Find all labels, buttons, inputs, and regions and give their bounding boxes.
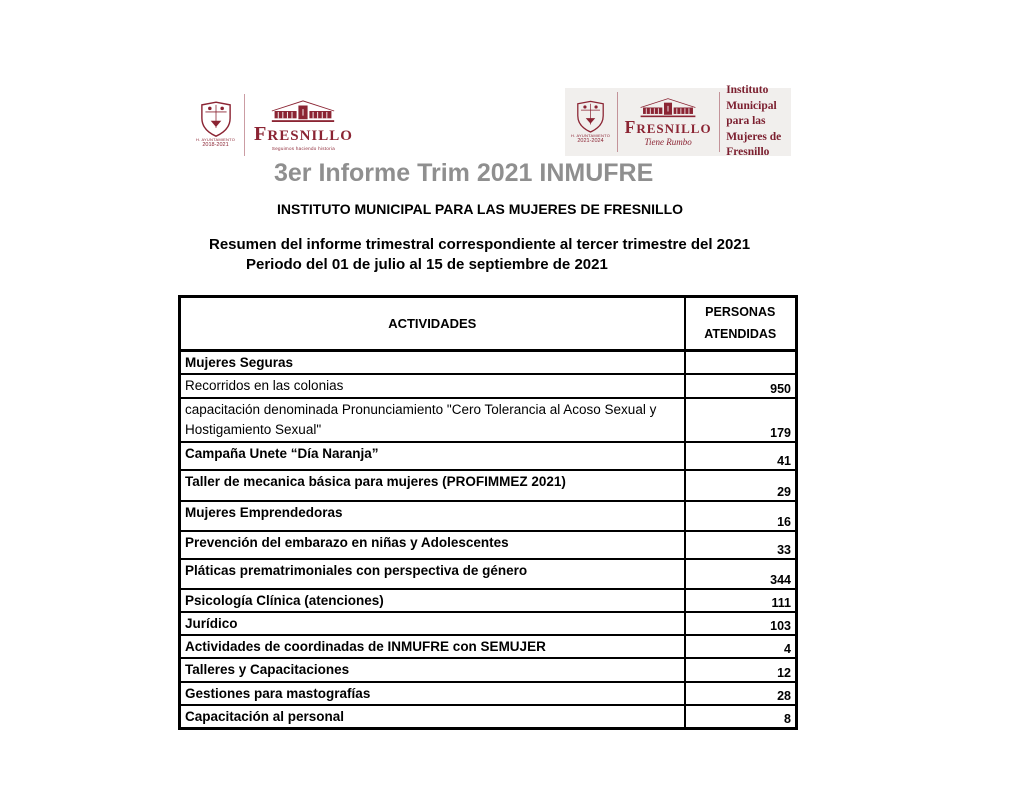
logo-divider (244, 94, 245, 156)
activity-cell: Jurídico (180, 612, 685, 635)
logo-divider (719, 92, 720, 152)
inmufre-logo-panel (565, 84, 791, 159)
crest-left (196, 101, 235, 149)
activities-table-header (180, 297, 797, 351)
value-cell: 344 (685, 559, 797, 589)
value-cell: 103 (685, 612, 797, 635)
value-cell: 950 (685, 374, 797, 397)
value-cell: 28 (685, 682, 797, 705)
value-cell: 29 (685, 470, 797, 501)
crest-years: 2021-2024 (577, 137, 604, 144)
activity-cell: Gestiones para mastografías (180, 682, 685, 705)
crest-years: 2018-2021 (202, 142, 229, 149)
table-row (180, 635, 797, 658)
activity-cell: capacitación denominada Pronunciamiento "Cero Tolerancia al Acoso Sexual y Hostigamiento Sexual" (180, 398, 685, 442)
table-row (180, 705, 797, 729)
table-row (180, 351, 797, 375)
table-row (180, 612, 797, 635)
activity-cell: Capacitación al personal (180, 705, 685, 729)
table-row (180, 398, 797, 442)
document-subtitle: INSTITUTO MUNICIPAL PARA LAS MUJERES DE FRESNILLO (277, 201, 684, 217)
value-cell: 111 (685, 589, 797, 612)
fresnillo-wordmark-left (254, 99, 353, 150)
fresnillo-wordmark-text: FRESNILLO (624, 116, 712, 137)
activity-cell: Recorridos en las colonias (180, 374, 685, 397)
crest-caption: H. AYUNTAMIENTO (196, 137, 236, 143)
table-row (180, 589, 797, 612)
crest-caption: H. AYUNTAMIENTO (571, 132, 611, 138)
document-title: 3er Informe Trim 2021 INMUFRE (274, 159, 654, 187)
value-cell (685, 351, 797, 375)
value-cell: 4 (685, 635, 797, 658)
table-row (180, 559, 797, 589)
crest-shield-icon (201, 101, 231, 137)
activity-cell: Mujeres Emprendedoras (180, 501, 685, 531)
table-row (180, 658, 797, 681)
activity-cell: Pláticas prematrimoniales con perspectiva de género (180, 559, 685, 589)
table-row (180, 682, 797, 705)
activity-cell: Talleres y Capacitaciones (180, 658, 685, 681)
fresnillo-wordmark-text: FRESNILLO (254, 123, 353, 146)
value-cell: 16 (685, 501, 797, 531)
value-cell: 41 (685, 442, 797, 470)
fresnillo-building-icon (639, 97, 697, 118)
crest-shield-icon (577, 100, 604, 133)
header-activities: ACTIVIDADES (180, 297, 685, 351)
fresnillo-building-icon (270, 99, 336, 123)
value-cell: 179 (685, 398, 797, 442)
activities-table (178, 295, 798, 730)
crest-right (571, 100, 610, 145)
fresnillo-tagline-script: Tiene Rumbo (644, 137, 692, 148)
activity-cell: Prevención del embarazo en niñas y Adolescentes (180, 531, 685, 559)
table-row (180, 531, 797, 559)
header-row (180, 297, 797, 351)
summary-line-1: Resumen del informe trimestral correspondiente al tercer trimestre del 2021 (209, 236, 751, 253)
municipality-logo-2018-2021 (196, 94, 358, 156)
activities-table-body (180, 351, 797, 729)
table-row (180, 442, 797, 470)
value-cell: 33 (685, 531, 797, 559)
fresnillo-wordmark-right (625, 97, 712, 148)
header-personas-atendidas: PERSONAS ATENDIDAS (685, 297, 797, 351)
value-cell: 12 (685, 658, 797, 681)
activity-cell: Actividades de coordinadas de INMUFRE con SEMUJER (180, 635, 685, 658)
value-cell: 8 (685, 705, 797, 729)
fresnillo-tagline: Seguimos haciendo historia (271, 145, 336, 151)
table-row (180, 374, 797, 397)
logo-divider (617, 92, 618, 152)
activity-cell: Psicología Clínica (atenciones) (180, 589, 685, 612)
activity-cell: Campaña Unete “Día Naranja” (180, 442, 685, 470)
activity-cell: Taller de mecanica básica para mujeres (PROFIMMEZ 2021) (180, 470, 685, 501)
summary-line-2: Periodo del 01 de julio al 15 de septiembre de 2021 (246, 256, 608, 273)
institute-name: Instituto Municipal para las Mujeres de Fresnillo (726, 84, 782, 159)
table-row (180, 501, 797, 531)
table-row (180, 470, 797, 501)
activity-cell: Mujeres Seguras (180, 351, 685, 375)
